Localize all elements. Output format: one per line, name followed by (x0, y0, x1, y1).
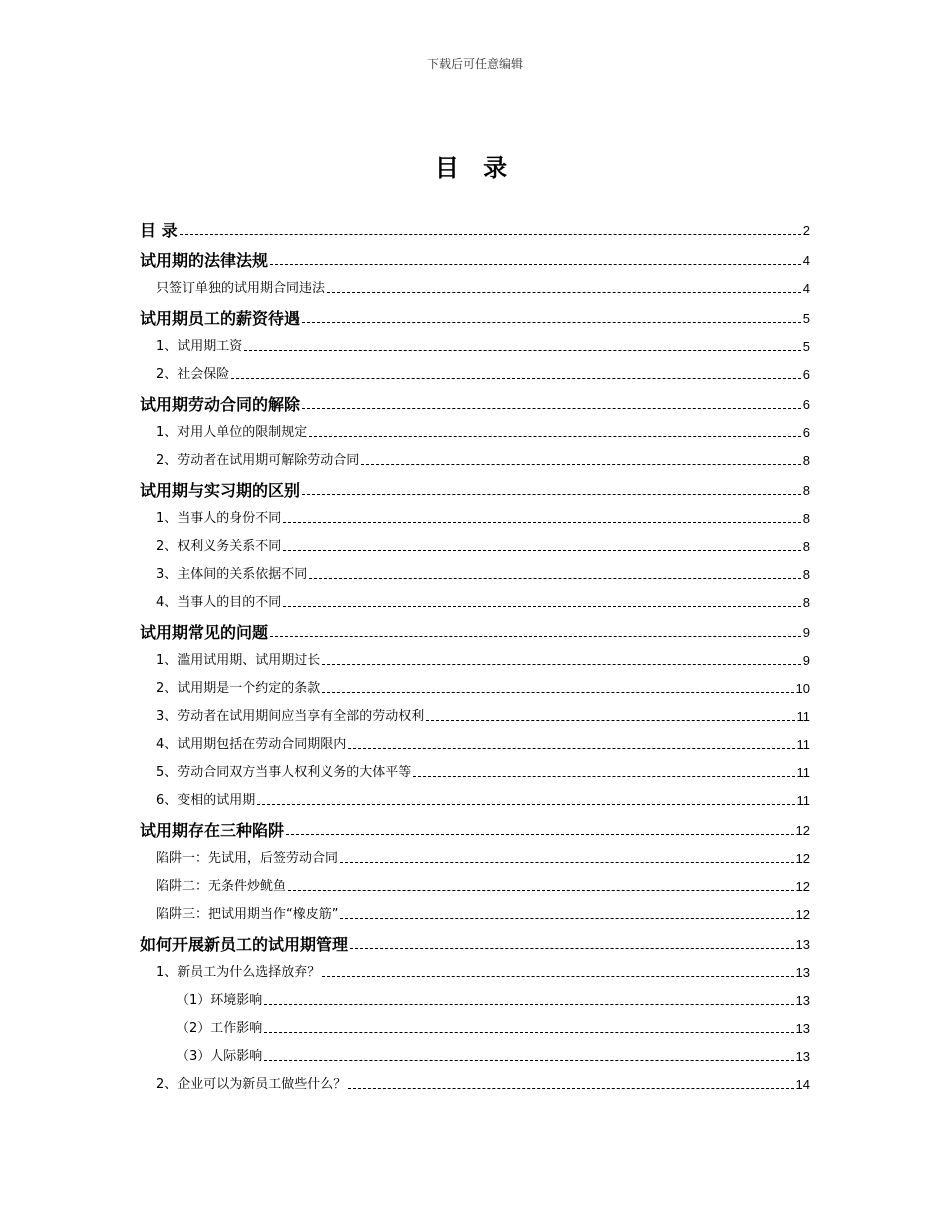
toc-dot-leader (244, 350, 800, 351)
toc-entry[interactable] (140, 584, 810, 612)
toc-dot-leader (264, 1004, 793, 1005)
toc-page-number: 4 (802, 281, 810, 296)
toc-page-number: 13 (795, 937, 810, 952)
toc-entry[interactable] (140, 298, 810, 328)
toc-dot-leader (264, 1032, 793, 1033)
toc-entry-title: 2、劳动者在试用期可解除劳动合同 (156, 453, 360, 468)
toc-dot-leader (180, 234, 801, 235)
toc-entry-title: （1）环境影响 (176, 993, 263, 1008)
toc-dot-leader (426, 720, 794, 721)
toc-page-number: 13 (795, 965, 810, 980)
toc-entry[interactable] (140, 754, 810, 782)
toc-entry-title: 1、新员工为什么选择放弃？ (156, 965, 321, 980)
page-header: 下载后可任意编辑 (426, 57, 523, 71)
toc-entry[interactable] (140, 270, 810, 298)
toc-dot-leader (348, 748, 794, 749)
toc-page-number: 8 (802, 511, 810, 526)
toc-page-number: 12 (795, 851, 810, 866)
toc-page-number: 6 (802, 367, 810, 382)
toc-entry-title: 1、当事人的身份不同 (156, 511, 282, 526)
toc-entry[interactable] (140, 982, 810, 1010)
toc-entry-title: 试用期员工的薪资待遇 (140, 309, 301, 328)
toc-page-number: 8 (802, 567, 810, 582)
toc-page-number: 12 (795, 879, 810, 894)
toc-entry[interactable] (140, 954, 810, 982)
toc-dot-leader (264, 1060, 793, 1061)
toc-dot-leader (302, 408, 801, 409)
toc-entry-title: 2、社会保险 (156, 367, 230, 382)
toc-entry-title: 1、试用期工资 (156, 339, 243, 354)
toc-dot-leader (361, 464, 800, 465)
toc-entry[interactable] (140, 782, 810, 810)
toc-entry-title: 如何开展新员工的试用期管理 (140, 935, 349, 954)
table-of-contents (140, 210, 810, 1094)
toc-entry-title: 2、试用期是一个约定的条款 (156, 681, 321, 696)
toc-page-number: 9 (802, 625, 810, 640)
toc-entry-title: 陷阱一：先试用，后签劳动合同 (156, 851, 339, 866)
toc-entry[interactable] (140, 556, 810, 584)
toc-dot-leader (288, 890, 794, 891)
toc-entry[interactable] (140, 442, 810, 470)
toc-entry-title: 试用期与实习期的区别 (140, 481, 301, 500)
toc-entry[interactable] (140, 470, 810, 500)
toc-entry-title: （3）人际影响 (176, 1049, 263, 1064)
toc-page-number: 8 (802, 595, 810, 610)
toc-page-number: 12 (795, 823, 810, 838)
toc-dot-leader (348, 1088, 793, 1089)
toc-entry[interactable] (140, 868, 810, 896)
toc-dot-leader (350, 948, 794, 949)
toc-page-number: 13 (795, 1021, 810, 1036)
toc-page-number: 11 (796, 793, 810, 808)
toc-entry-title: 2、权利义务关系不同 (156, 539, 282, 554)
toc-page-number: 8 (802, 483, 810, 498)
toc-entry-title: 1、对用人单位的限制规定 (156, 425, 308, 440)
toc-page-number: 11 (796, 709, 810, 724)
toc-dot-leader (231, 378, 800, 379)
toc-page-number: 8 (802, 539, 810, 554)
toc-entry-title: （2）工作影响 (176, 1021, 263, 1036)
toc-page-number: 6 (802, 397, 810, 412)
toc-dot-leader (283, 606, 800, 607)
toc-page-number: 14 (795, 1077, 810, 1092)
toc-entry[interactable] (140, 384, 810, 414)
toc-entry[interactable] (140, 1010, 810, 1038)
toc-dot-leader (283, 522, 800, 523)
toc-entry-title: 只签订单独的试用期合同违法 (156, 281, 326, 296)
toc-entry[interactable] (140, 240, 810, 270)
toc-entry[interactable] (140, 810, 810, 840)
toc-entry[interactable] (140, 840, 810, 868)
toc-entry-title: 试用期存在三种陷阱 (140, 821, 285, 840)
toc-dot-leader (257, 804, 794, 805)
toc-entry-title: 3、劳动者在试用期间应当享有全部的劳动权利 (156, 709, 425, 724)
toc-dot-leader (340, 918, 793, 919)
toc-entry-title: 1、滥用试用期、试用期过长 (156, 653, 321, 668)
toc-entry[interactable] (140, 500, 810, 528)
toc-entry-title: 试用期的法律法规 (140, 251, 269, 270)
toc-entry[interactable] (140, 210, 810, 240)
toc-page-number: 4 (802, 253, 810, 268)
toc-page-number: 10 (795, 681, 810, 696)
toc-page-number: 6 (802, 425, 810, 440)
toc-dot-leader (283, 550, 800, 551)
toc-entry[interactable] (140, 1066, 810, 1094)
toc-entry[interactable] (140, 612, 810, 642)
toc-dot-leader (309, 436, 800, 437)
toc-entry-title: 4、当事人的目的不同 (156, 595, 282, 610)
toc-page-number: 5 (802, 311, 810, 326)
toc-entry[interactable] (140, 896, 810, 924)
toc-entry-title: 试用期常见的问题 (140, 623, 269, 642)
toc-dot-leader (302, 494, 801, 495)
toc-page-number: 12 (795, 907, 810, 922)
toc-entry[interactable] (140, 698, 810, 726)
toc-entry[interactable] (140, 726, 810, 754)
toc-page-number: 13 (795, 1049, 810, 1064)
toc-entry-title: 4、试用期包括在劳动合同期限内 (156, 737, 347, 752)
toc-dot-leader (413, 776, 794, 777)
toc-heading: 目 录 (434, 154, 516, 182)
toc-page-number: 13 (795, 993, 810, 1008)
toc-entry[interactable] (140, 414, 810, 442)
toc-dot-leader (340, 862, 794, 863)
toc-page-number: 8 (802, 453, 810, 468)
toc-entry-title: 3、主体间的关系依据不同 (156, 567, 308, 582)
toc-entry[interactable] (140, 642, 810, 670)
toc-page-number: 11 (796, 737, 810, 752)
toc-entry[interactable] (140, 1038, 810, 1066)
toc-entry[interactable] (140, 670, 810, 698)
toc-page-number: 2 (802, 223, 810, 238)
toc-entry-title: 2、企业可以为新员工做些什么？ (156, 1077, 347, 1092)
toc-entry-title: 试用期劳动合同的解除 (140, 395, 301, 414)
toc-dot-leader (270, 264, 801, 265)
toc-entry[interactable] (140, 528, 810, 556)
toc-entry-title: 目 录 (140, 221, 178, 240)
toc-dot-leader (309, 578, 800, 579)
toc-dot-leader (302, 322, 801, 323)
toc-page-number: 5 (802, 339, 810, 354)
toc-entry-title: 陷阱三：把试用期当作“橡皮筋” (156, 907, 339, 922)
toc-entry-title: 6、变相的试用期 (156, 793, 256, 808)
toc-dot-leader (286, 834, 794, 835)
toc-entry-title: 陷阱二：无条件炒鱿鱼 (156, 879, 287, 894)
toc-dot-leader (322, 976, 793, 977)
toc-entry[interactable] (140, 924, 810, 954)
toc-page-number: 9 (802, 653, 810, 668)
toc-dot-leader (270, 636, 801, 637)
toc-dot-leader (322, 664, 800, 665)
toc-entry[interactable] (140, 328, 810, 356)
toc-dot-leader (322, 692, 793, 693)
toc-page-number: 11 (796, 765, 810, 780)
toc-entry-title: 5、劳动合同双方当事人权利义务的大体平等 (156, 765, 412, 780)
toc-dot-leader (327, 292, 801, 293)
toc-entry[interactable] (140, 356, 810, 384)
